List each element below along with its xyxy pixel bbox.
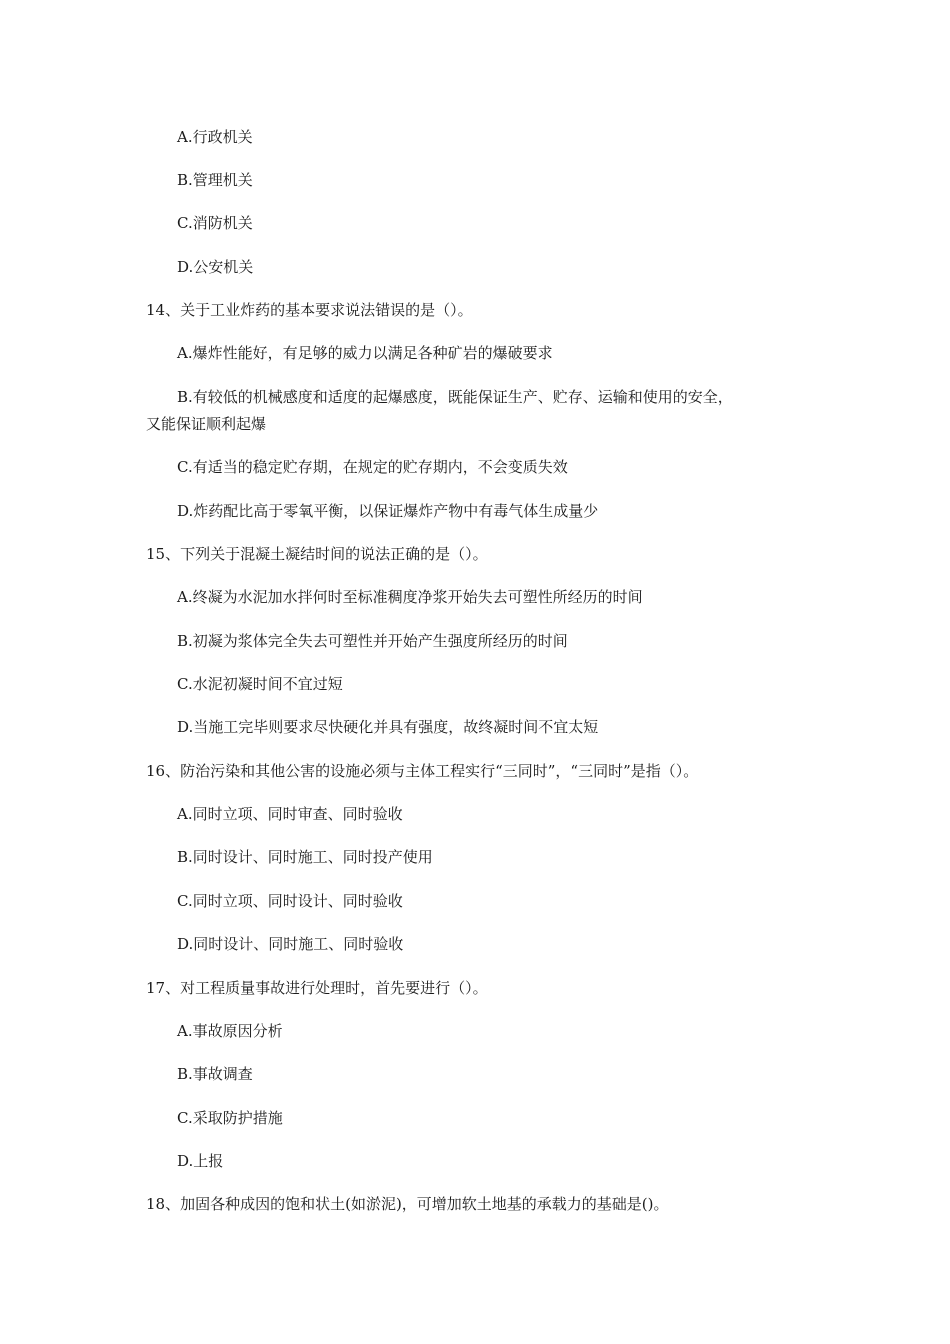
question-15-option-d: D.当施工完毕则要求尽快硬化并具有强度，故终凝时间不宜太短 [177, 718, 599, 736]
question-14-option-d: D.炸药配比高于零氧平衡，以保证爆炸产物中有毒气体生成量少 [177, 502, 599, 520]
prev-option-c: C.消防机关 [177, 214, 253, 232]
question-17-option-b: B.事故调查 [177, 1065, 253, 1083]
question-17-option-c: C.采取防护措施 [177, 1109, 283, 1127]
question-15-stem: 15、下列关于混凝土凝结时间的说法正确的是（）。 [146, 545, 488, 563]
question-14-option-b-continuation: 又能保证顺利起爆 [146, 415, 267, 433]
question-15-option-c: C.水泥初凝时间不宜过短 [177, 675, 343, 693]
question-17-option-a: A.事故原因分析 [177, 1022, 283, 1040]
question-16-option-b: B.同时设计、同时施工、同时投产使用 [177, 848, 433, 866]
question-17-stem: 17、对工程质量事故进行处理时，首先要进行（）。 [146, 979, 488, 997]
question-16-option-c: C.同时立项、同时设计、同时验收 [177, 892, 403, 910]
prev-option-d: D.公安机关 [177, 258, 254, 276]
question-14-option-a: A.爆炸性能好，有足够的威力以满足各种矿岩的爆破要求 [177, 344, 553, 362]
question-14-option-b: B.有较低的机械感度和适度的起爆感度，既能保证生产、贮存、运输和使用的安全， [177, 388, 733, 406]
question-16-stem: 16、防治污染和其他公害的设施必须与主体工程实行“三同时”，“三同时”是指（）。 [146, 762, 699, 780]
question-14-option-c: C.有适当的稳定贮存期，在规定的贮存期内，不会变质失效 [177, 458, 568, 476]
question-16-option-a: A.同时立项、同时审查、同时验收 [177, 805, 403, 823]
question-14-stem: 14、关于工业炸药的基本要求说法错误的是（）。 [146, 301, 473, 319]
question-17-option-d: D.上报 [177, 1152, 224, 1170]
question-15-option-b: B.初凝为浆体完全失去可塑性并开始产生强度所经历的时间 [177, 632, 568, 650]
prev-option-b: B.管理机关 [177, 171, 253, 189]
question-15-option-a: A.终凝为水泥加水拌何时至标准稠度净浆开始失去可塑性所经历的时间 [177, 588, 643, 606]
question-16-option-d: D.同时设计、同时施工、同时验收 [177, 935, 404, 953]
prev-option-a: A.行政机关 [177, 128, 253, 146]
question-18-stem: 18、加固各种成因的饱和状土(如淤泥)，可增加软土地基的承载力的基础是()。 [146, 1195, 669, 1213]
